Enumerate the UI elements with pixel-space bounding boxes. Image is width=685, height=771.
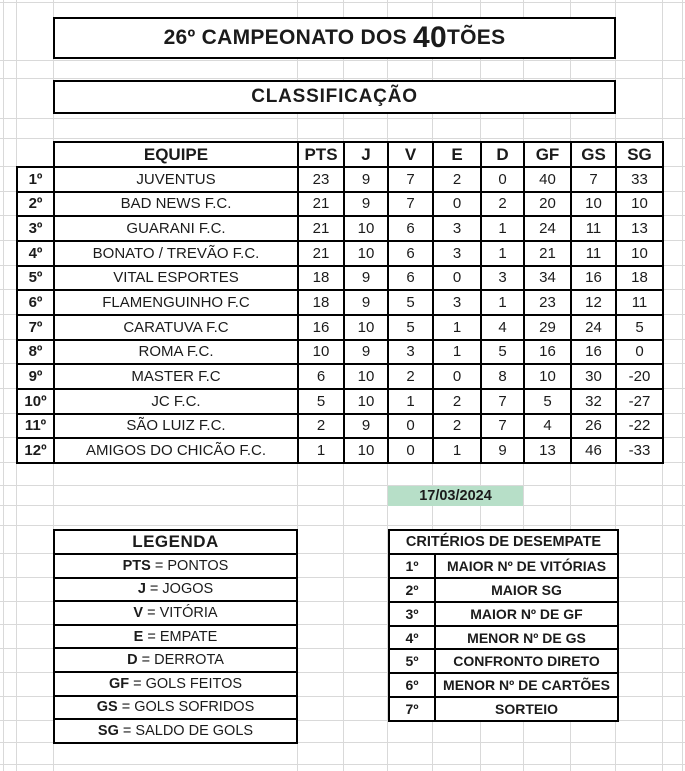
stat-cell-v[interactable]: 2 (388, 364, 433, 389)
stat-cell-e[interactable]: 0 (433, 364, 481, 389)
standings-row (17, 414, 663, 439)
classification-header-label: CLASSIFICAÇÃO (251, 86, 418, 107)
stat-cell-j[interactable]: 10 (344, 315, 388, 340)
tiebreaker-order-cell[interactable]: 5º (389, 649, 435, 673)
tiebreaker-order-cell[interactable]: 7º (389, 697, 435, 721)
legend-entry-cell[interactable] (54, 648, 297, 672)
grid-vline (3, 0, 4, 771)
title-text-prefix: 26º CAMPEONATO DOS (163, 26, 414, 49)
stat-cell-v[interactable]: 6 (388, 216, 433, 241)
team-name-cell[interactable]: BONATO / TREVÃO F.C. (54, 241, 298, 266)
stat-cell-sg[interactable]: 18 (616, 266, 663, 291)
tiebreaker-row (389, 554, 618, 578)
stat-cell-d[interactable]: 0 (481, 167, 524, 192)
stat-cell-v[interactable]: 5 (388, 290, 433, 315)
legend-table (53, 529, 298, 744)
stat-cell-v[interactable]: 6 (388, 266, 433, 291)
legend-entry-cell[interactable] (54, 601, 297, 625)
standings-body (17, 167, 663, 463)
stat-cell-sg[interactable]: 10 (616, 241, 663, 266)
stat-cell-gs[interactable]: 16 (571, 340, 616, 365)
stat-cell-pts[interactable]: 18 (298, 266, 344, 291)
legend-title-cell[interactable]: LEGENDA (54, 530, 297, 554)
stat-cell-gs[interactable]: 16 (571, 266, 616, 291)
legend-abbr: PTS (122, 557, 151, 574)
legend-row (54, 578, 297, 602)
stat-cell-d[interactable]: 5 (481, 340, 524, 365)
grid-hline (0, 2, 685, 3)
stat-cell-d[interactable]: 1 (481, 216, 524, 241)
position-cell[interactable]: 11º (17, 414, 54, 439)
stat-cell-gs[interactable]: 12 (571, 290, 616, 315)
legend-separator: = (143, 628, 160, 645)
legend-entry-cell[interactable] (54, 719, 297, 743)
classification-header-cell[interactable] (53, 80, 616, 114)
standings-row (17, 192, 663, 217)
position-cell[interactable]: 2º (17, 192, 54, 217)
stat-cell-gf[interactable]: 29 (524, 315, 571, 340)
stat-cell-v[interactable]: 6 (388, 241, 433, 266)
legend-abbr: V (133, 604, 144, 621)
stat-cell-j[interactable]: 10 (344, 438, 388, 463)
stat-cell-gs[interactable]: 11 (571, 241, 616, 266)
legend-row (54, 648, 297, 672)
legend-body (54, 554, 297, 743)
stat-cell-sg[interactable]: 11 (616, 290, 663, 315)
tiebreakers-title-cell[interactable]: CRITÉRIOS DE DESEMPATE (389, 530, 618, 554)
legend-label: DERROTA (154, 652, 224, 669)
stat-cell-j[interactable]: 9 (344, 414, 388, 439)
standings-row (17, 241, 663, 266)
stat-cell-gf[interactable]: 21 (524, 241, 571, 266)
grid-hline (0, 485, 685, 486)
tiebreaker-row (389, 602, 618, 626)
tiebreaker-order-cell[interactable]: 3º (389, 602, 435, 626)
position-cell[interactable]: 6º (17, 290, 54, 315)
grid-hline (0, 60, 685, 61)
legend-label: PONTOS (167, 557, 229, 574)
grid-hline (0, 505, 685, 506)
stat-cell-j[interactable]: 9 (344, 290, 388, 315)
position-cell[interactable]: 1º (17, 167, 54, 192)
stat-cell-sg[interactable]: 13 (616, 216, 663, 241)
team-name-cell[interactable]: GUARANI F.C. (54, 216, 298, 241)
grid-vline (682, 0, 683, 771)
tiebreakers-header-row (389, 530, 618, 554)
standings-row (17, 340, 663, 365)
legend-label: GOLS SOFRIDOS (134, 699, 255, 716)
col-header-sg[interactable]: SG (616, 142, 663, 167)
standings-table (16, 141, 664, 464)
stat-cell-j[interactable]: 9 (344, 192, 388, 217)
stat-cell-pts[interactable]: 10 (298, 340, 344, 365)
legend-entry-cell[interactable] (54, 672, 297, 696)
legend-label: GOLS FEITOS (145, 675, 243, 692)
position-cell[interactable]: 5º (17, 266, 54, 291)
legend-row (54, 625, 297, 649)
legend-row (54, 719, 297, 743)
tiebreaker-order-cell[interactable]: 6º (389, 673, 435, 697)
col-header-j[interactable]: J (344, 142, 388, 167)
col-header-e[interactable]: E (433, 142, 481, 167)
stat-cell-e[interactable]: 3 (433, 241, 481, 266)
position-cell[interactable]: 4º (17, 241, 54, 266)
legend-abbr: E (133, 628, 144, 645)
legend-separator: = (117, 699, 135, 716)
stat-cell-d[interactable]: 1 (481, 290, 524, 315)
team-name-cell[interactable]: JC F.C. (54, 389, 298, 414)
tiebreaker-row (389, 649, 618, 673)
stat-cell-pts[interactable]: 21 (298, 192, 344, 217)
tiebreaker-row (389, 697, 618, 721)
legend-row (54, 696, 297, 720)
stat-cell-sg[interactable]: 33 (616, 167, 663, 192)
legend-separator: = (118, 722, 136, 739)
tiebreaker-row (389, 673, 618, 697)
stat-cell-pts[interactable]: 23 (298, 167, 344, 192)
stat-cell-j[interactable]: 10 (344, 216, 388, 241)
stat-cell-d[interactable]: 8 (481, 364, 524, 389)
stat-cell-sg[interactable]: -27 (616, 389, 663, 414)
stat-cell-e[interactable]: 1 (433, 438, 481, 463)
stat-cell-e[interactable]: 0 (433, 266, 481, 291)
tiebreaker-order-cell[interactable]: 2º (389, 578, 435, 602)
tiebreaker-rule-cell[interactable]: MAIOR SG (435, 578, 618, 602)
stat-cell-gs[interactable]: 7 (571, 167, 616, 192)
stat-cell-j[interactable]: 10 (344, 364, 388, 389)
grid-hline (0, 118, 685, 119)
stat-cell-pts[interactable]: 6 (298, 364, 344, 389)
stat-cell-gf[interactable]: 34 (524, 266, 571, 291)
legend-separator: = (150, 557, 168, 574)
standings-row (17, 389, 663, 414)
standings-row (17, 364, 663, 389)
standings-header-row (17, 142, 663, 167)
stat-cell-d[interactable]: 7 (481, 389, 524, 414)
position-cell[interactable]: 3º (17, 216, 54, 241)
legend-abbr: GF (108, 675, 130, 692)
position-cell[interactable]: 8º (17, 340, 54, 365)
stat-cell-pts[interactable]: 21 (298, 216, 344, 241)
legend-row (54, 672, 297, 696)
stat-cell-d[interactable]: 7 (481, 414, 524, 439)
stat-cell-v[interactable]: 7 (388, 167, 433, 192)
grid-hline (0, 764, 685, 765)
tiebreaker-rule-cell[interactable]: MAIOR Nº DE VITÓRIAS (435, 554, 618, 578)
team-name-cell[interactable]: CARATUVA F.C (54, 315, 298, 340)
stat-cell-v[interactable]: 7 (388, 192, 433, 217)
stat-cell-d[interactable]: 9 (481, 438, 524, 463)
standings-row (17, 438, 663, 463)
update-date-label: 17/03/2024 (419, 488, 492, 504)
stat-cell-v[interactable]: 0 (388, 414, 433, 439)
stat-cell-pts[interactable]: 21 (298, 241, 344, 266)
championship-title-cell[interactable] (53, 17, 616, 59)
stat-cell-e[interactable]: 3 (433, 290, 481, 315)
title-text-big-number: 40 (413, 21, 448, 54)
col-header-pts[interactable]: PTS (298, 142, 344, 167)
team-name-cell[interactable]: MASTER F.C (54, 364, 298, 389)
stat-cell-gs[interactable]: 46 (571, 438, 616, 463)
stat-cell-sg[interactable]: -22 (616, 414, 663, 439)
stat-cell-pts[interactable]: 5 (298, 389, 344, 414)
update-date-cell[interactable] (388, 486, 523, 506)
stat-cell-j[interactable]: 9 (344, 340, 388, 365)
grid-hline (0, 525, 685, 526)
stat-cell-gs[interactable]: 26 (571, 414, 616, 439)
stat-cell-v[interactable]: 5 (388, 315, 433, 340)
standings-row (17, 266, 663, 291)
stat-cell-sg[interactable]: 5 (616, 315, 663, 340)
col-header-equipe[interactable]: EQUIPE (54, 142, 298, 167)
legend-abbr: D (127, 652, 138, 669)
stat-cell-e[interactable]: 2 (433, 167, 481, 192)
stat-cell-e[interactable]: 0 (433, 192, 481, 217)
stat-cell-e[interactable]: 2 (433, 414, 481, 439)
standings-row (17, 167, 663, 192)
stat-cell-gf[interactable]: 10 (524, 364, 571, 389)
stat-cell-e[interactable]: 1 (433, 340, 481, 365)
team-name-cell[interactable]: ROMA F.C. (54, 340, 298, 365)
stat-cell-pts[interactable]: 16 (298, 315, 344, 340)
legend-abbr: J (137, 581, 146, 598)
legend-label: SALDO DE GOLS (135, 722, 254, 739)
position-cell[interactable]: 12º (17, 438, 54, 463)
legend-entry-cell[interactable] (54, 554, 297, 578)
legend-abbr: GS (96, 699, 118, 716)
stat-cell-j[interactable]: 10 (344, 241, 388, 266)
stat-cell-j[interactable]: 10 (344, 389, 388, 414)
tiebreaker-order-cell[interactable]: 1º (389, 554, 435, 578)
tiebreaker-rule-cell[interactable]: CONFRONTO DIRETO (435, 649, 618, 673)
legend-separator: = (137, 652, 155, 669)
tiebreakers-body (389, 554, 618, 721)
stat-cell-v[interactable]: 1 (388, 389, 433, 414)
tiebreaker-row (389, 626, 618, 650)
col-header-gf[interactable]: GF (524, 142, 571, 167)
legend-label: JOGOS (162, 581, 214, 598)
stat-cell-sg[interactable]: 10 (616, 192, 663, 217)
stat-cell-gs[interactable]: 30 (571, 364, 616, 389)
position-cell[interactable]: 7º (17, 315, 54, 340)
legend-separator: = (129, 675, 146, 692)
stat-cell-gf[interactable]: 4 (524, 414, 571, 439)
grid-hline (0, 78, 685, 79)
stat-cell-e[interactable]: 2 (433, 389, 481, 414)
stat-cell-j[interactable]: 9 (344, 266, 388, 291)
legend-row (54, 601, 297, 625)
tiebreaker-rule-cell[interactable]: SORTEIO (435, 697, 618, 721)
stat-cell-gf[interactable]: 40 (524, 167, 571, 192)
stat-cell-e[interactable]: 3 (433, 216, 481, 241)
stat-cell-gs[interactable]: 10 (571, 192, 616, 217)
stat-cell-d[interactable]: 2 (481, 192, 524, 217)
stat-cell-gf[interactable]: 20 (524, 192, 571, 217)
legend-row (54, 554, 297, 578)
legend-label: VITÓRIA (159, 604, 218, 621)
stat-cell-gf[interactable]: 16 (524, 340, 571, 365)
stat-cell-v[interactable]: 0 (388, 438, 433, 463)
stat-cell-sg[interactable]: -33 (616, 438, 663, 463)
col-header-gs[interactable]: GS (571, 142, 616, 167)
col-header-v[interactable]: V (388, 142, 433, 167)
col-header-d[interactable]: D (481, 142, 524, 167)
stat-cell-gf[interactable]: 23 (524, 290, 571, 315)
team-name-cell[interactable]: AMIGOS DO CHICÃO F.C. (54, 438, 298, 463)
stat-cell-d[interactable]: 1 (481, 241, 524, 266)
tiebreakers-table (388, 529, 619, 722)
position-cell[interactable]: 9º (17, 364, 54, 389)
legend-abbr: SG (97, 722, 119, 739)
stat-cell-e[interactable]: 1 (433, 315, 481, 340)
tiebreaker-order-cell[interactable]: 4º (389, 626, 435, 650)
stat-cell-gf[interactable]: 24 (524, 216, 571, 241)
stat-cell-sg[interactable]: -20 (616, 364, 663, 389)
team-name-cell[interactable]: BAD NEWS F.C. (54, 192, 298, 217)
stat-cell-gf[interactable]: 13 (524, 438, 571, 463)
title-text-suffix: TÕES (447, 26, 506, 49)
stat-cell-sg[interactable]: 0 (616, 340, 663, 365)
tiebreaker-rule-cell[interactable]: MAIOR Nº DE GF (435, 602, 618, 626)
legend-separator: = (145, 581, 163, 598)
legend-label: EMPATE (159, 628, 218, 645)
tiebreaker-rule-cell[interactable]: MENOR Nº DE CARTÕES (435, 673, 618, 697)
legend-separator: = (143, 604, 160, 621)
team-name-cell[interactable]: SÃO LUIZ F.C. (54, 414, 298, 439)
stat-cell-gs[interactable]: 11 (571, 216, 616, 241)
grid-hline (0, 138, 685, 139)
standings-row (17, 290, 663, 315)
team-name-cell[interactable]: FLAMENGUINHO F.C (54, 290, 298, 315)
standings-row (17, 315, 663, 340)
stat-cell-gf[interactable]: 5 (524, 389, 571, 414)
stat-cell-pts[interactable]: 18 (298, 290, 344, 315)
stat-cell-gs[interactable]: 32 (571, 389, 616, 414)
team-name-cell[interactable]: JUVENTUS (54, 167, 298, 192)
stat-cell-d[interactable]: 3 (481, 266, 524, 291)
team-name-cell[interactable]: VITAL ESPORTES (54, 266, 298, 291)
stat-cell-j[interactable]: 9 (344, 167, 388, 192)
legend-entry-cell[interactable] (54, 625, 297, 649)
legend-entry-cell[interactable] (54, 578, 297, 602)
tiebreaker-rule-cell[interactable]: MENOR Nº DE GS (435, 626, 618, 650)
position-cell[interactable]: 10º (17, 389, 54, 414)
stat-cell-v[interactable]: 3 (388, 340, 433, 365)
stat-cell-gs[interactable]: 24 (571, 315, 616, 340)
standings-row (17, 216, 663, 241)
stat-cell-pts[interactable]: 2 (298, 414, 344, 439)
stat-cell-pts[interactable]: 1 (298, 438, 344, 463)
tiebreaker-row (389, 578, 618, 602)
stat-cell-d[interactable]: 4 (481, 315, 524, 340)
legend-header-row (54, 530, 297, 554)
legend-entry-cell[interactable] (54, 696, 297, 720)
corner-spacer (17, 142, 54, 167)
